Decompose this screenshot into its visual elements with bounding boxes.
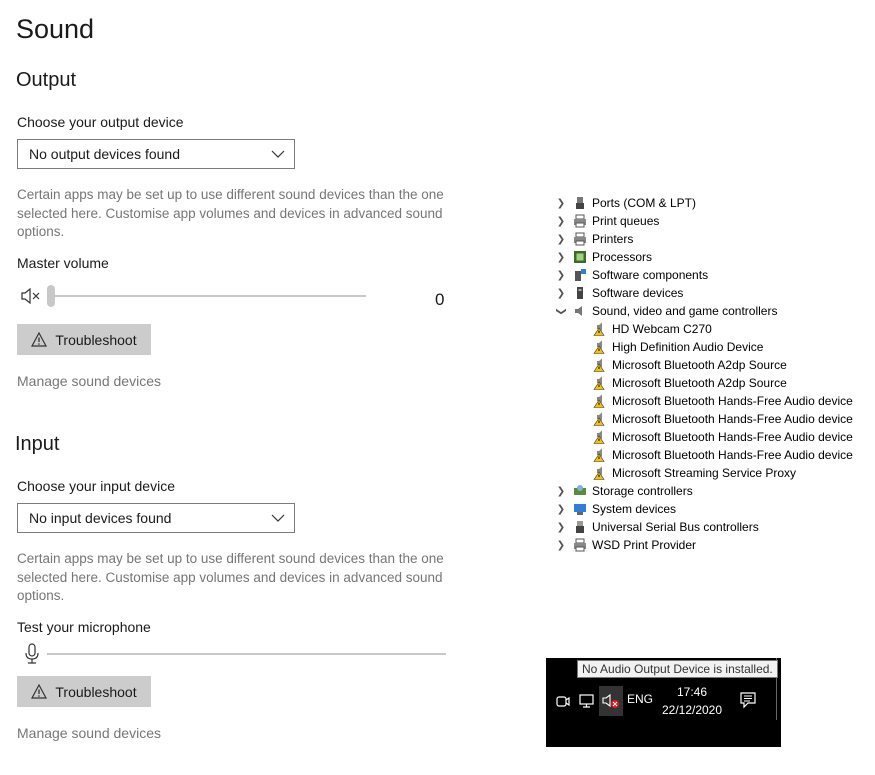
expand-chevron-icon[interactable]: ❯ (556, 503, 566, 515)
tree-item-sound-video-game-controllers[interactable] (556, 302, 777, 320)
clock[interactable] (655, 683, 729, 719)
sound-device-item[interactable] (593, 428, 853, 446)
expand-chevron-icon[interactable]: ❯ (556, 521, 566, 533)
microphone-icon (24, 643, 40, 665)
warning-speaker-icon (593, 394, 607, 408)
chevron-down-icon (271, 511, 285, 525)
expand-chevron-icon[interactable]: ❯ (556, 233, 566, 245)
warning-speaker-icon (593, 466, 607, 480)
printer-icon (573, 214, 587, 228)
sound-device-item[interactable] (593, 356, 787, 374)
audio-tooltip: No Audio Output Device is installed. (577, 660, 778, 678)
sound-device-label: Microsoft Bluetooth Hands-Free Audio device (612, 430, 853, 444)
output-troubleshoot-label: Troubleshoot (55, 331, 137, 348)
input-device-dropdown[interactable] (17, 503, 295, 533)
page-title: Sound (16, 14, 95, 44)
expand-chevron-icon[interactable]: ❯ (556, 215, 566, 227)
tree-item-label: Storage controllers (592, 484, 693, 498)
tree-item-software-devices[interactable] (556, 284, 683, 302)
collapse-chevron-icon[interactable]: ❯ (555, 306, 567, 316)
input-troubleshoot-button[interactable] (17, 676, 151, 707)
warning-icon (31, 684, 47, 699)
speaker-muted-icon[interactable] (20, 287, 42, 305)
tree-item-label: Processors (592, 250, 653, 264)
output-description: Certain apps may be set up to use different sound devices than the one selected here. Customise app volumes and devices in advanced sound options. (17, 187, 444, 239)
output-heading: Output (16, 69, 77, 91)
output-troubleshoot-button[interactable] (17, 324, 151, 355)
tree-item-label: Sound, video and game controllers (592, 304, 778, 318)
software-device-icon (573, 286, 587, 300)
warning-speaker-icon (593, 448, 607, 462)
expand-chevron-icon[interactable]: ❯ (556, 287, 566, 299)
printer-icon (573, 232, 587, 246)
system-icon (573, 502, 587, 516)
expand-chevron-icon[interactable]: ❯ (556, 197, 566, 209)
sound-device-label: Microsoft Bluetooth A2dp Source (612, 358, 787, 372)
master-volume-label: Master volume (17, 255, 109, 271)
warning-icon (31, 332, 47, 347)
tree-item-processors[interactable] (556, 248, 652, 266)
sound-device-label: Microsoft Bluetooth Hands-Free Audio device (612, 412, 853, 426)
tree-item-usb-controllers[interactable] (556, 518, 759, 536)
chevron-down-icon (271, 147, 285, 161)
output-manage-sound-devices-link[interactable]: Manage sound devices (17, 373, 161, 389)
language-indicator[interactable]: ENG (627, 692, 654, 706)
input-troubleshoot-label: Troubleshoot (55, 683, 137, 700)
tree-item-label: Ports (COM & LPT) (592, 196, 697, 210)
warning-speaker-icon (593, 358, 607, 372)
input-heading: Input (15, 433, 60, 455)
warning-speaker-icon (593, 412, 607, 426)
sound-device-label: High Definition Audio Device (612, 340, 764, 354)
tree-item-label: Printers (592, 232, 634, 246)
sound-device-label: Microsoft Streaming Service Proxy (612, 466, 797, 480)
input-manage-sound-devices-link[interactable]: Manage sound devices (17, 725, 161, 741)
clock-date: 22/12/2020 (661, 703, 723, 717)
warning-speaker-icon (593, 376, 607, 390)
tree-item-label: Universal Serial Bus controllers (592, 520, 759, 534)
warning-speaker-icon (593, 322, 607, 336)
tree-item-ports[interactable] (556, 194, 696, 212)
port-icon (573, 196, 587, 210)
tree-item-printers[interactable] (556, 230, 633, 248)
tree-item-storage-controllers[interactable] (556, 482, 693, 500)
output-device-value: No output devices found (29, 146, 180, 162)
expand-chevron-icon[interactable]: ❯ (556, 251, 566, 263)
speaker-icon (573, 304, 587, 318)
sound-device-label: Microsoft Bluetooth A2dp Source (612, 376, 787, 390)
tree-item-label: Software devices (592, 286, 684, 300)
input-device-label: Choose your input device (17, 478, 175, 494)
sound-device-item[interactable] (593, 446, 853, 464)
speaker-error-icon (602, 693, 620, 709)
sound-device-item[interactable] (593, 464, 796, 482)
storage-icon (573, 484, 587, 498)
sound-device-item[interactable] (593, 338, 763, 356)
input-description: Certain apps may be set up to use different sound devices than the one selected here. Customise app volumes and devices in advanced sound options. (17, 551, 444, 603)
clock-time: 17:46 (676, 685, 708, 699)
sound-device-label: HD Webcam C270 (612, 322, 712, 336)
sound-device-item[interactable] (593, 410, 853, 428)
microphone-level-bar (47, 653, 446, 655)
tree-item-wsd-print-provider[interactable] (556, 536, 696, 554)
sound-device-item[interactable] (593, 320, 712, 338)
test-microphone-label: Test your microphone (17, 619, 151, 635)
sound-device-label: Microsoft Bluetooth Hands-Free Audio device (612, 394, 853, 408)
tree-item-label: WSD Print Provider (592, 538, 697, 552)
expand-chevron-icon[interactable]: ❯ (556, 539, 566, 551)
expand-chevron-icon[interactable]: ❯ (556, 485, 566, 497)
processor-icon (573, 250, 587, 264)
master-volume-value: 0 (435, 290, 445, 309)
expand-chevron-icon[interactable]: ❯ (556, 269, 566, 281)
meet-now-icon[interactable] (555, 693, 571, 709)
sound-device-item[interactable] (593, 374, 787, 392)
tree-item-print-queues[interactable] (556, 212, 659, 230)
master-volume-thumb[interactable] (47, 285, 55, 307)
output-device-dropdown[interactable] (17, 139, 295, 169)
volume-tray-button[interactable] (599, 686, 623, 716)
printer-icon (573, 538, 587, 552)
tree-item-system-devices[interactable] (556, 500, 676, 518)
network-icon[interactable] (578, 693, 596, 709)
tree-item-label: Print queues (592, 214, 660, 228)
output-device-label: Choose your output device (17, 114, 184, 130)
tree-item-label: System devices (592, 502, 677, 516)
sound-device-item[interactable] (593, 392, 853, 410)
warning-speaker-icon (593, 340, 607, 354)
input-device-value: No input devices found (29, 510, 172, 526)
tree-item-label: Software components (592, 268, 709, 282)
component-icon (573, 268, 587, 282)
tree-item-software-components[interactable] (556, 266, 708, 284)
usb-icon (573, 520, 587, 534)
sound-device-label: Microsoft Bluetooth Hands-Free Audio device (612, 448, 853, 462)
notification-center-icon[interactable] (739, 691, 757, 709)
master-volume-slider[interactable] (48, 295, 366, 297)
warning-speaker-icon (593, 430, 607, 444)
